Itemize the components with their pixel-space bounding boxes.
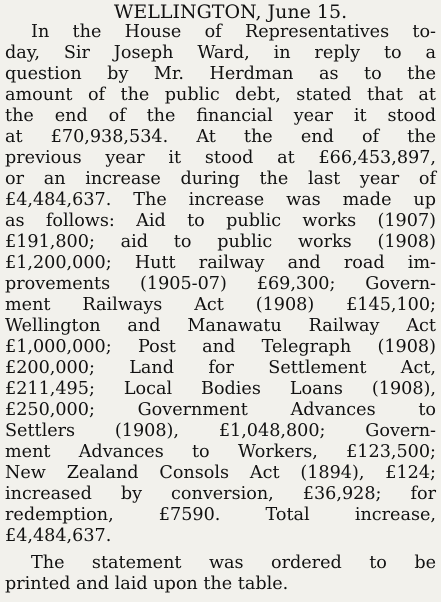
paragraph-line: In the House of Representatives to- <box>31 22 436 42</box>
paragraph-line: printed and laid upon the table. <box>5 574 289 594</box>
paragraph-line: amount of the public debt, stated that at <box>5 85 436 105</box>
paragraph-line: or an increase during the last year of <box>5 169 436 189</box>
paragraph-line: £1,000,000; Post and Telegraph (1908) <box>5 337 436 357</box>
paragraph-line: the end of the financial year it stood <box>5 106 436 126</box>
paragraph-line: £200,000; Land for Settlement Act, <box>5 358 436 378</box>
paragraph-line: provements (1905-07) £69,300; Govern- <box>5 274 436 294</box>
paragraph-line: ment Railways Act (1908) £145,100; <box>5 295 436 315</box>
paragraph-line: The statement was ordered to be <box>31 553 436 573</box>
paragraph-line: day, Sir Joseph Ward, in reply to a <box>5 43 436 63</box>
paragraph-line: redemption, £7590. Total increase, <box>5 505 436 525</box>
paragraph-line: Wellington and Manawatu Railway Act <box>5 316 436 336</box>
headline: WELLINGTON, June 15. <box>113 1 348 23</box>
paragraph-line: £250,000; Government Advances to <box>5 400 436 420</box>
paragraph-line: ment Advances to Workers, £123,500; <box>5 442 436 462</box>
paragraph-line: previous year it stood at £66,453,897, <box>5 148 436 168</box>
paragraph-line: £211,495; Local Bodies Loans (1908), <box>5 379 436 399</box>
paragraph-line: Settlers (1908), £1,048,800; Govern- <box>5 421 436 441</box>
paragraph-line: £4,484,637. The increase was made up <box>5 190 436 210</box>
paragraph-line: New Zealand Consols Act (1894), £124; <box>5 463 436 483</box>
paragraph-line: £4,484,637. <box>5 526 112 546</box>
paragraph-line: at £70,938,534. At the end of the <box>5 127 436 147</box>
paragraph-line: £191,800; aid to public works (1908) <box>5 232 436 252</box>
paragraph-line: as follows: Aid to public works (1907) <box>5 211 436 231</box>
paragraph-line: increased by conversion, £36,928; for <box>5 484 436 504</box>
paragraph-line: £1,200,000; Hutt railway and road im- <box>5 253 436 273</box>
paragraph-line: question by Mr. Herdman as to the <box>5 64 436 84</box>
